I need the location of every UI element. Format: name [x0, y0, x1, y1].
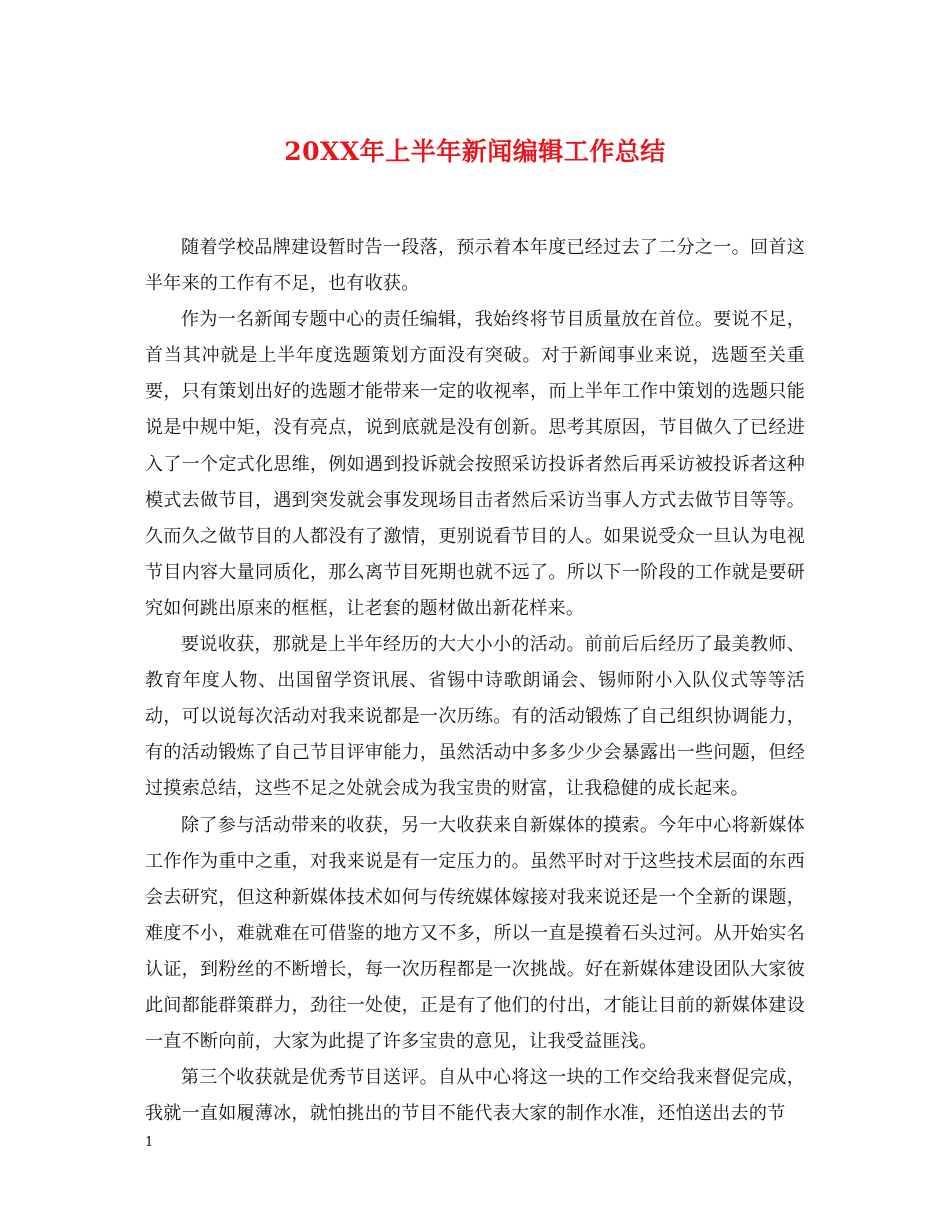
paragraph-5: 第三个收获就是优秀节目送评。自从中心将这一块的工作交给我来督促完成，我就一直如履薄冰，就怕挑出的节目不能代表大家的制作水准，还怕送出去的节 — [145, 1067, 805, 1125]
paragraph-3: 要说收获，那就是上半年经历的大大小小的活动。前前后后经历了最美教师、教育年度人物、出国留学资讯展、省锡中诗歌朗诵会、锡师附小入队仪式等等活动，可以说每次活动对我来说都是一次历练。有的活动锻炼了自己组织协调能力，有的活动锻炼了自己节目评审能力，虽然活动中多多少少会暴露出一些问题，但经过摸索总结，这些不足之处就会成为我宝贵的财富，让我稳健的成长起来。 — [145, 634, 805, 800]
paragraph-1: 随着学校品牌建设暂时告一段落，预示着本年度已经过去了二分之一。回首这半年来的工作有不足，也有收获。 — [145, 237, 805, 295]
page-number: 1 — [145, 1135, 154, 1150]
document-title: 20XX年上半年新闻编辑工作总结 — [284, 137, 666, 166]
document-body — [145, 230, 805, 1132]
paragraph-2: 作为一名新闻专题中心的责任编辑，我始终将节目质量放在首位。要说不足，首当其冲就是上半年度选题策划方面没有突破。对于新闻事业来说，选题至关重要，只有策划出好的选题才能带来一定的收视率，而上半年工作中策划的选题只能说是中规中矩，没有亮点，说到底就是没有创新。思考其原因，节目做久了已经进入了一个定式化思维，例如遇到投诉就会按照采访投诉者然后再采访被投诉者这种模式去做节目，遇到突发就会事发现场目击者然后采访当事人方式去做节目等等。久而久之做节目的人都没有了激情，更别说看节目的人。如果说受众一旦认为电视节目内容大量同质化，那么离节目死期也就不远了。所以下一阶段的工作就是要研究如何跳出原来的框框，让老套的题材做出新花样来。 — [145, 309, 805, 619]
paragraph-4: 除了参与活动带来的收获，另一大收获来自新媒体的摸索。今年中心将新媒体工作作为重中之重，对我来说是有一定压力的。虽然平时对于这些技术层面的东西会去研究，但这种新媒体技术如何与传统媒体嫁接对我来说还是一个全新的课题，难度不小，难就难在可借鉴的地方又不多，所以一直是摸着石头过河。从开始实名认证，到粉丝的不断增长，每一次历程都是一次挑战。好在新媒体建设团队大家彼此间都能群策群力，劲往一处使，正是有了他们的付出，才能让目前的新媒体建设一直不断向前，大家为此提了许多宝贵的意见，让我受益匪浅。 — [145, 814, 805, 1053]
